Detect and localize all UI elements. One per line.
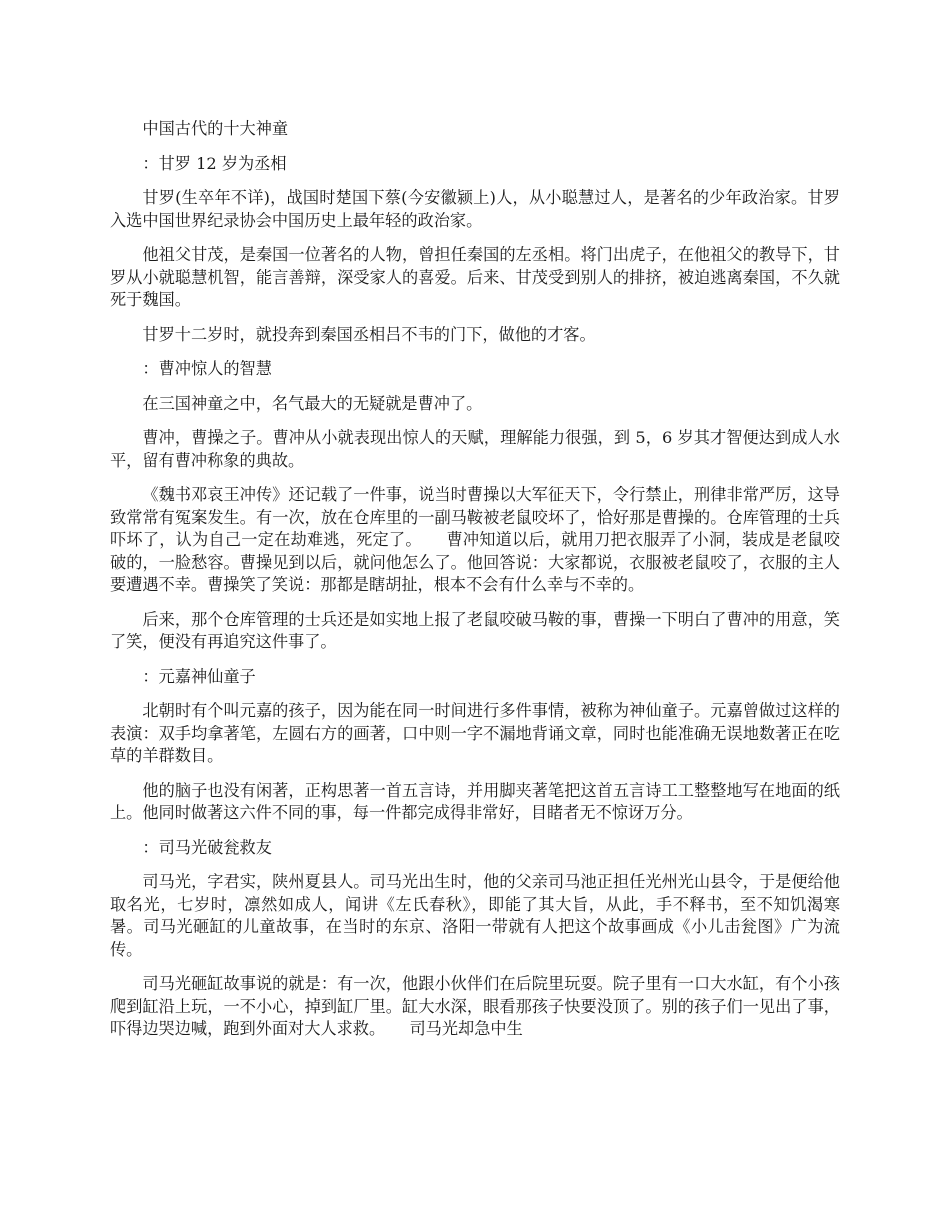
paragraph: 甘罗十二岁时，就投奔到秦国丞相吕不韦的门下，做他的才客。 bbox=[142, 324, 596, 344]
paragraph: 他的脑子也没有闲著，正构思著一首五言诗，并用脚夹著笔把这首五言诗工工整整地写在地面的纸上。他同时做著这六件不同的事，每一件都完成得非常好，目睹者无不惊讶万分。 bbox=[110, 780, 840, 822]
paragraph: 司马光，字君实，陕州夏县人。司马光出生时，他的父亲司马池正担任光州光山县令，于是便给他取名光，七岁时，凛然如成人，闻讲《左氏春秋》，即能了其大旨，从此，手不释书，至不知饥渴寒暑。司马光砸缸的儿童故事，在当时的东京、洛阳一带就有人把这个故事画成《小儿击瓮图》广为流传。 bbox=[110, 872, 840, 959]
paragraph: 曹冲，曹操之子。曹冲从小就表现出惊人的天赋，理解能力很强，到 5，6 岁其才智便达到成人水平，留有曹冲称象的典故。 bbox=[110, 428, 840, 470]
section-heading-ganluo: ：甘罗 12 岁为丞相 bbox=[142, 153, 287, 173]
paragraph: 在三国神童之中，名气最大的无疑就是曹冲了。 bbox=[142, 393, 483, 413]
paragraph: 北朝时有个叫元嘉的孩子，因为能在同一时间进行多件事情，被称为神仙童子。元嘉曾做过这样的表演：双手均拿著笔，左圆右方的画著，口中则一字不漏地背诵文章，同时也能准确无误地数著正在吃草的羊群数目。 bbox=[110, 701, 840, 765]
section-heading-yuanjia: ：元嘉神仙童子 bbox=[142, 666, 256, 686]
paragraph: 他祖父甘茂，是秦国一位著名的人物，曾担任秦国的左丞相。将门出虎子，在他祖父的教导下，甘罗从小就聪慧机智，能言善辩，深受家人的喜爱。后来、甘茂受到别人的排挤，被迫逃离秦国，不久就死于魏国。 bbox=[110, 245, 840, 309]
section-heading-caochong: ：曹冲惊人的智慧 bbox=[142, 359, 272, 378]
paragraph: 《魏书邓哀王冲传》还记载了一件事，说当时曹操以大军征天下，令行禁止，刑律非常严厉，这导致常常有冤案发生。有一次，放在仓库里的一副马鞍被老鼠咬坏了，恰好那是曹操的。仓库管理的士兵吓坏了，认为自己一定在劫难逃，死定了。 曹冲知道以后，就用刀把衣服弄了小洞，装成是老鼠咬破的，一脸愁容。曹操见到以后，就问他怎么了。他回答说：大家都说，衣服被老鼠咬了，衣服的主人要遭遇不幸。曹操笑了笑说：那都是瞎胡扯，根本不会有什么幸与不幸的。 bbox=[110, 485, 840, 594]
section-heading-simaguang: ：司马光破瓮救友 bbox=[142, 837, 272, 857]
document-page bbox=[110, 118, 840, 1053]
paragraph: 后来，那个仓库管理的士兵还是如实地上报了老鼠咬破马鞍的事，曹操一下明白了曹冲的用意，笑了笑，便没有再追究这件事了。 bbox=[110, 609, 840, 651]
paragraph: 甘罗(生卒年不详)，战国时楚国下蔡(今安徽颍上)人，从小聪慧过人，是著名的少年政治家。甘罗入选中国世界纪录协会中国历史上最年轻的政治家。 bbox=[110, 188, 840, 230]
document-title: 中国古代的十大神童 bbox=[142, 119, 289, 138]
paragraph: 司马光砸缸故事说的就是：有一次，他跟小伙伴们在后院里玩耍。院子里有一口大水缸，有个小孩爬到缸沿上玩，一不小心，掉到缸厂里。缸大水深，眼看那孩子快要没顶了。别的孩子们一见出了事，吓得边哭边喊，跑到外面对大人求救。 司马光却急中生 bbox=[110, 974, 840, 1038]
